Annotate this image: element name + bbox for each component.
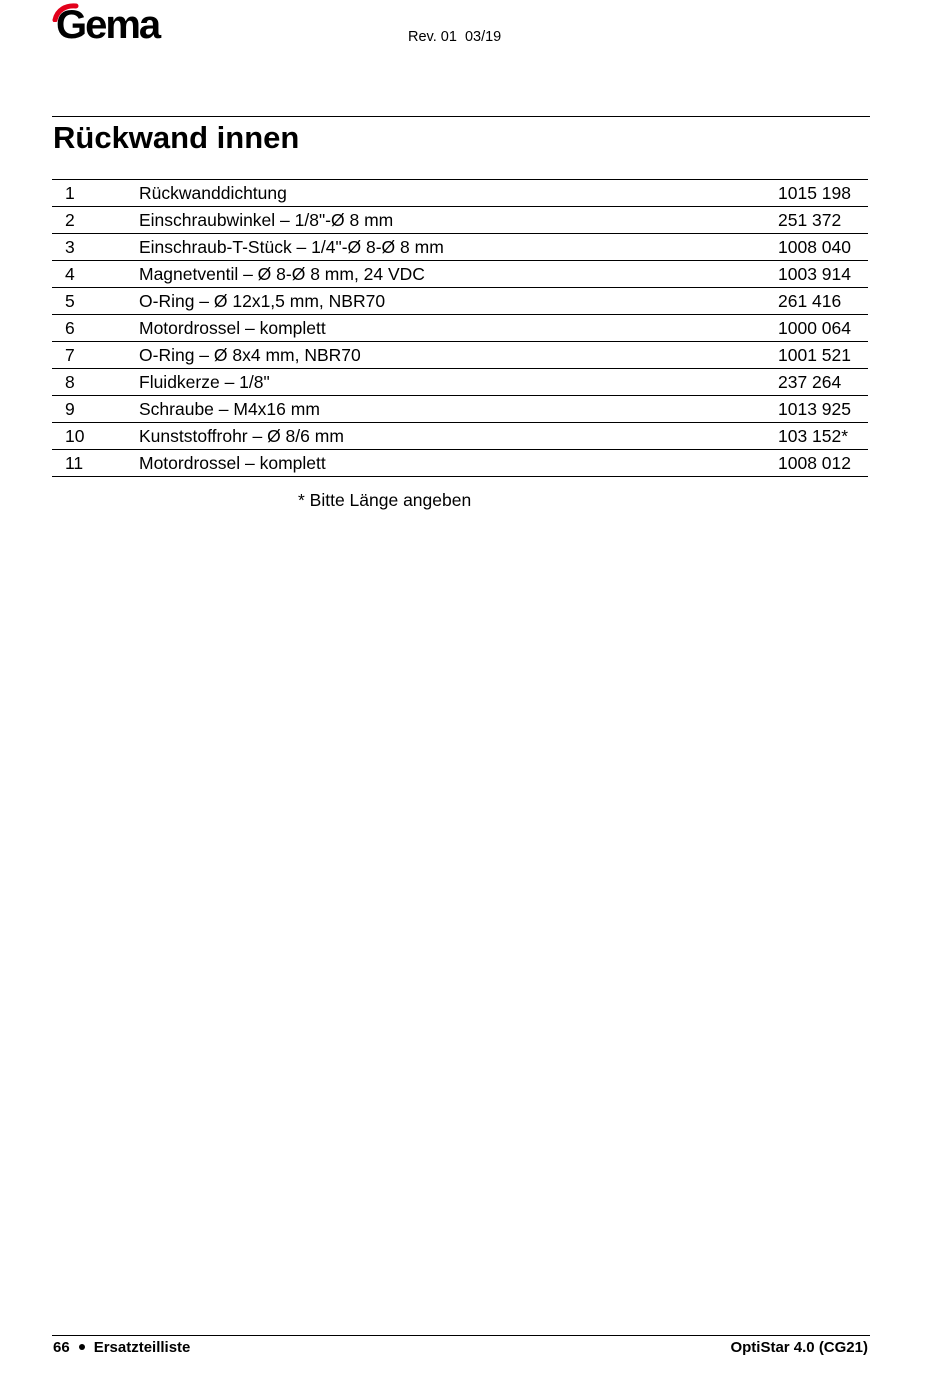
- product-name: OptiStar 4.0 (CG21): [730, 1339, 868, 1356]
- footer-divider: [52, 1335, 870, 1336]
- section-name: Ersatzteilliste: [93, 1339, 191, 1356]
- bullet-icon: [79, 1344, 85, 1350]
- part-number: 1015 198: [778, 183, 851, 203]
- part-number: 1000 064: [778, 318, 851, 338]
- table-row: [52, 234, 868, 261]
- table-row: [52, 315, 868, 342]
- part-description: O-Ring – Ø 8x4 mm, NBR70: [139, 345, 361, 365]
- part-description: Motordrossel – komplett: [139, 453, 326, 473]
- part-position: 9: [65, 399, 75, 419]
- part-position: 11: [65, 453, 84, 473]
- part-description: Kunststoffrohr – Ø 8/6 mm: [139, 426, 344, 446]
- part-description: Motordrossel – komplett: [139, 318, 326, 338]
- part-number: 261 416: [778, 291, 842, 311]
- part-number: 251 372: [778, 210, 842, 230]
- footnote: * Bitte Länge angeben: [298, 490, 472, 510]
- table-row: [52, 423, 868, 450]
- part-description: Einschraub-T-Stück – 1/4"-Ø 8-Ø 8 mm: [139, 237, 444, 257]
- part-number: 1013 925: [778, 399, 851, 419]
- logo-text: Gema: [56, 3, 160, 47]
- part-description: Magnetventil – Ø 8-Ø 8 mm, 24 VDC: [139, 264, 425, 284]
- part-description: Rückwanddichtung: [139, 183, 287, 203]
- part-number: 237 264: [778, 372, 842, 392]
- page-number: 66: [53, 1339, 70, 1356]
- part-description: Fluidkerze – 1/8": [139, 372, 270, 392]
- part-position: 4: [65, 264, 75, 284]
- part-description: Einschraubwinkel – 1/8"-Ø 8 mm: [139, 210, 394, 230]
- part-position: 10: [65, 426, 85, 446]
- table-row: [52, 369, 868, 396]
- part-number: 1003 914: [778, 264, 851, 284]
- header-divider: [52, 116, 870, 117]
- table-row: [52, 261, 868, 288]
- table-row: [52, 180, 868, 207]
- gema-logo: [52, 2, 164, 47]
- table-row: [52, 342, 868, 369]
- part-position: 3: [65, 237, 75, 257]
- part-number: 1008 040: [778, 237, 851, 257]
- part-number: 1001 521: [778, 345, 851, 365]
- parts-table: [52, 179, 868, 477]
- part-position: 2: [65, 210, 75, 230]
- part-number: 1008 012: [778, 453, 851, 473]
- footer-left: [53, 1339, 190, 1357]
- part-description: O-Ring – Ø 12x1,5 mm, NBR70: [139, 291, 386, 311]
- part-number: 103 152*: [778, 426, 849, 446]
- part-description: Schraube – M4x16 mm: [139, 399, 320, 419]
- table-row: [52, 396, 868, 423]
- table-row: [52, 450, 868, 477]
- part-position: 6: [65, 318, 75, 338]
- table-row: [52, 288, 868, 315]
- part-position: 5: [65, 291, 75, 311]
- revision-label: Rev. 01 03/19: [408, 29, 502, 45]
- part-position: 8: [65, 372, 75, 392]
- table-row: [52, 207, 868, 234]
- part-position: 1: [65, 183, 75, 203]
- page-title: Rückwand innen: [53, 120, 300, 155]
- part-position: 7: [65, 345, 75, 365]
